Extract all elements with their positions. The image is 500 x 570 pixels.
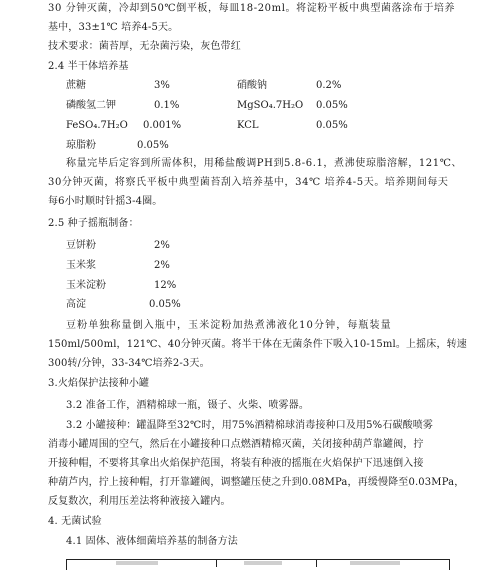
paragraph-line: 基中，33±1℃ 培养4-5天。 bbox=[48, 22, 179, 33]
paragraph-line: 3.2 小罐接种：罐温降至32℃时，用75%酒精棉球消毒接种口及用5%石碳酸喷雾 bbox=[66, 420, 434, 431]
ingredient-name: 磷酸氢二钾 bbox=[66, 100, 116, 111]
ingredient-value: 0.001% bbox=[143, 120, 182, 131]
ingredient-name: 蔗糖 bbox=[66, 80, 86, 91]
paragraph-line: 3.2 准备工作，酒精棉球一瓶，镊子、火柴、喷雾器。 bbox=[66, 400, 309, 411]
section-heading-4-1: 4.1 固体、液体细菌培养基的制备方法 bbox=[66, 536, 238, 547]
ingredient-value: 0.05% bbox=[316, 100, 348, 111]
table-header-fragment bbox=[244, 561, 282, 565]
paragraph-line: 开接种帽，不要将其拿出火焰保护范围，将装有种液的摇瓶在火焰保护下迅速倒入接 bbox=[48, 458, 424, 469]
ingredient-name: 高淀 bbox=[66, 299, 86, 310]
table-divider bbox=[216, 559, 217, 567]
ingredient-value: 12% bbox=[154, 280, 177, 291]
ingredient-name: 硝酸钠 bbox=[237, 80, 267, 91]
paragraph-line: 300转/分钟，33-34℃培养2-3天。 bbox=[48, 358, 210, 369]
paragraph-line: 称量完毕后定容到所需体积，用稀盐酸调PH到5.8-6.1，煮沸使琼脂溶解，121℃、 bbox=[66, 158, 463, 169]
ingredient-name: MgSO₄.7H₂O bbox=[237, 100, 304, 111]
ingredient-value: 3% bbox=[154, 80, 170, 91]
paragraph-line: 30分钟灭菌，将察氏平板中典型菌苔刮入培养基中，34℃ 培养4-5天。培养期间每天 bbox=[48, 177, 449, 188]
ingredient-value: 0.2% bbox=[316, 80, 342, 91]
paragraph-line: 30 分钟灭菌，冷却到50℃倒平板，每皿18-20ml。将淀粉平板中典型菌落涂布于培养 bbox=[48, 3, 456, 14]
paragraph-line: 豆粉单独称量倒入瓶中，玉米淀粉加热煮沸液化10分钟，每瓶装量 bbox=[66, 320, 392, 331]
ingredient-value: 2% bbox=[154, 260, 170, 271]
ingredient-name: 豆饼粉 bbox=[66, 240, 96, 251]
ingredient-name: 玉米淀粉 bbox=[66, 280, 106, 291]
paragraph-line: 反复数次，利用压差法将种液接入罐内。 bbox=[48, 496, 231, 507]
table-header-fragment bbox=[350, 561, 400, 565]
section-heading-2-5: 2.5 种子摇瓶制备： bbox=[48, 218, 139, 229]
paragraph-line: 每6小时顺时针摇3-4圈。 bbox=[48, 196, 163, 207]
section-heading-3: 3.火焰保护法接种小罐 bbox=[48, 378, 150, 389]
ingredient-value: 0.05% bbox=[149, 299, 181, 310]
paragraph-line: 150ml/500ml，121℃、40分钟灭菌。将半干体在无菌条件下吸入10-15ml。上摇床，转速 bbox=[48, 339, 467, 350]
table-header-fragment bbox=[116, 561, 158, 565]
ingredient-name: KCL bbox=[237, 120, 259, 131]
ingredient-name: FeSO₄.7H₂O bbox=[66, 120, 128, 131]
table-divider bbox=[316, 559, 317, 567]
section-heading-2-4: 2.4 半干体培养基 bbox=[48, 61, 129, 72]
section-heading-4: 4. 无菌试验 bbox=[48, 516, 102, 527]
ingredient-value: 0.05% bbox=[316, 120, 348, 131]
ingredient-name: 玉米浆 bbox=[66, 260, 96, 271]
ingredient-name: 琼脂粉 bbox=[66, 140, 96, 151]
tech-requirement: 技术要求：菌苔厚，无杂菌污染，灰色带红 bbox=[48, 41, 241, 52]
paragraph-line: 消毒小罐周围的空气，然后在小罐接种口点燃酒精棉灭菌，关闭接种葫芦靠罐阀，拧 bbox=[48, 439, 424, 450]
paragraph-line: 种葫芦内，拧上接种帽，打开靠罐阀，调整罐压使之升到0.08MPa，再缓慢降至0.03MPa， bbox=[48, 477, 465, 488]
ingredient-value: 0.1% bbox=[154, 100, 180, 111]
ingredient-value: 2% bbox=[154, 240, 170, 251]
ingredient-value: 0.05% bbox=[137, 140, 169, 151]
